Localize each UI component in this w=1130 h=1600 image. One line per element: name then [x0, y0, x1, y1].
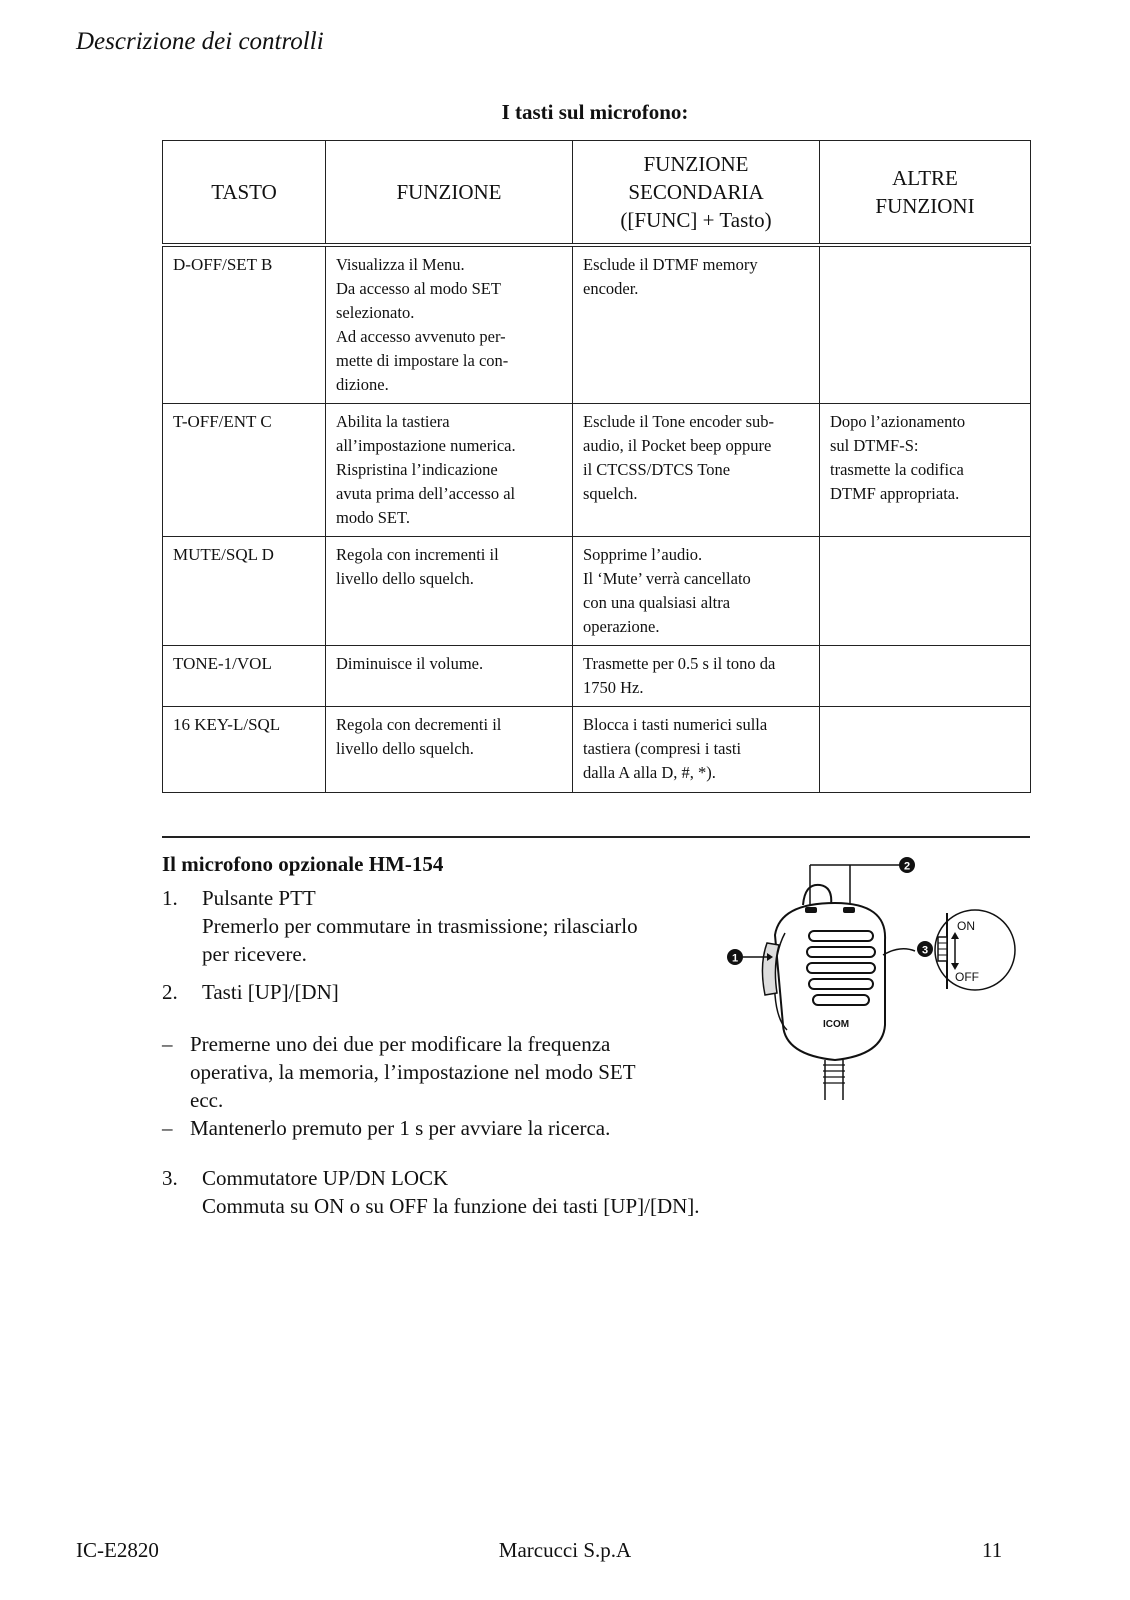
header-line: FUNZIONE: [643, 152, 749, 176]
mic-body: [775, 903, 885, 1060]
up-button-icon: [805, 907, 817, 913]
cell-line: trasmette la codifica: [830, 460, 964, 479]
cell-line: mette di impostare la con-: [336, 351, 509, 370]
cell-line: Blocca i tasti numerici sulla: [583, 715, 768, 734]
bullet-dash: –: [162, 1116, 173, 1140]
cell-line: Abilita la tastiera: [336, 412, 450, 431]
altre-cell: [820, 646, 1031, 707]
item-desc: per ricevere.: [202, 942, 307, 966]
funzione-cell: [326, 404, 573, 537]
header-line: FUNZIONI: [875, 194, 975, 218]
cell-line: dalla A alla D, #, *).: [583, 763, 716, 782]
cell-line: tastiera (compresi i tasti: [583, 739, 742, 758]
footer-model: IC-E2820: [76, 1538, 159, 1562]
ptt-button-icon: [762, 943, 779, 995]
cell-line: MUTE/SQL D: [173, 545, 274, 564]
mic-section-title: Il microfono opzionale HM-154: [162, 852, 444, 876]
cell-line: 1750 Hz.: [583, 678, 644, 697]
table-row: [163, 245, 1031, 404]
altre-cell: [820, 404, 1031, 537]
altre-cell: [820, 707, 1031, 793]
cell-line: Sopprime l’audio.: [583, 545, 703, 564]
cell-line: Esclude il DTMF memory: [583, 255, 758, 274]
item-desc: Commuta su ON o su OFF la funzione dei tasti [UP]/[DN].: [202, 1194, 700, 1218]
table-row: [163, 707, 1031, 793]
altre-cell: [820, 537, 1031, 646]
cell-line: Trasmette per 0.5 s il tono da: [583, 654, 776, 673]
bullet-text: ecc.: [190, 1088, 224, 1112]
item-title: Pulsante PTT: [202, 886, 316, 910]
key-cell: [163, 404, 326, 537]
cell-line: Rispristina l’indicazione: [336, 460, 498, 479]
switch-on-label: ON: [957, 919, 975, 933]
table-caption: I tasti sul microfono:: [501, 100, 689, 124]
secondaria-cell: [573, 245, 820, 404]
secondaria-cell: [573, 646, 820, 707]
header-line: ([FUNC] + Tasto): [620, 208, 772, 232]
cell-line: modo SET.: [336, 508, 410, 527]
funzione-cell: [326, 707, 573, 793]
item-number: 3.: [162, 1166, 178, 1190]
cell-line: operazione.: [583, 617, 660, 636]
funzione-cell: [326, 646, 573, 707]
cell-line: Regola con decrementi il: [336, 715, 502, 734]
key-cell: [163, 707, 326, 793]
switch-off-label: OFF: [955, 970, 979, 984]
secondaria-cell: [573, 537, 820, 646]
funzione-cell: [326, 537, 573, 646]
key-cell: [163, 646, 326, 707]
cell-line: Esclude il Tone encoder sub-: [583, 412, 774, 431]
secondaria-cell: [573, 404, 820, 537]
cell-line: D-OFF/SET B: [173, 255, 273, 274]
cell-line: Regola con incrementi il: [336, 545, 499, 564]
cell-line: selezionato.: [336, 303, 415, 322]
bullet-text: Mantenerlo premuto per 1 s per avviare la ricerca.: [190, 1116, 611, 1140]
funzione-cell: [326, 245, 573, 404]
section-divider: [162, 836, 1030, 838]
cell-line: avuta prima dell’accesso al: [336, 484, 516, 503]
item-title: Commutatore UP/DN LOCK: [202, 1166, 449, 1190]
footer-page-number: 11: [982, 1538, 1003, 1562]
table-body: [163, 245, 1031, 793]
cell-line: Ad accesso avvenuto per-: [336, 327, 506, 346]
cell-line: dizione.: [336, 375, 389, 394]
footer-company: Marcucci S.p.A: [498, 1538, 632, 1562]
cell-line: DTMF appropriata.: [830, 484, 960, 503]
microphone-illustration: [725, 855, 1045, 1135]
table-row: [163, 646, 1031, 707]
cell-line: encoder.: [583, 279, 639, 298]
cell-line: TONE-1/VOL: [173, 654, 272, 673]
callout-3-number: 3: [921, 944, 929, 957]
table-header-row: [163, 141, 1031, 246]
item-title: Tasti [UP]/[DN]: [202, 980, 339, 1004]
cell-line: Da accesso al modo SET: [336, 279, 501, 298]
item-number: 2.: [162, 980, 178, 1004]
key-cell: [163, 537, 326, 646]
header-tasto: TASTO: [163, 141, 326, 246]
callout-2-number: 2: [903, 860, 911, 873]
cell-line: Diminuisce il volume.: [336, 654, 484, 673]
cell-line: 16 KEY-L/SQL: [173, 715, 281, 734]
cell-line: il CTCSS/DTCS Tone: [583, 460, 731, 479]
item-number: 1.: [162, 886, 178, 910]
header-line: ALTRE: [892, 166, 958, 190]
key-cell: [163, 245, 326, 404]
brand-logo: ICOM: [823, 1019, 850, 1030]
bullet-dash: –: [162, 1032, 173, 1056]
header-funzione-secondaria: [573, 141, 820, 246]
cell-line: Visualizza il Menu.: [336, 255, 465, 274]
cell-line: squelch.: [583, 484, 638, 503]
bullet-text: Premerne uno dei due per modificare la frequenza: [190, 1032, 611, 1056]
cord-strain-relief: [823, 1065, 845, 1083]
cell-line: T-OFF/ENT C: [173, 412, 272, 431]
header-altre-funzioni: [820, 141, 1031, 246]
cell-line: Dopo l’azionamento: [830, 412, 966, 431]
cell-line: livello dello squelch.: [336, 569, 474, 588]
table-row: [163, 404, 1031, 537]
item-desc: Premerlo per commutare in trasmissione; rilasciarlo: [202, 914, 638, 938]
cell-line: audio, il Pocket beep oppure: [583, 436, 772, 455]
cell-line: con una qualsiasi altra: [583, 593, 731, 612]
callout-1-number: 1: [731, 952, 739, 965]
cell-line: all’impostazione numerica.: [336, 436, 516, 455]
table-row: [163, 537, 1031, 646]
header-line: SECONDARIA: [628, 180, 764, 204]
cell-line: livello dello squelch.: [336, 739, 474, 758]
bullet-text: operativa, la memoria, l’impostazione nel modo SET: [190, 1060, 636, 1084]
header-funzione: FUNZIONE: [326, 141, 573, 246]
keys-table: [162, 140, 1031, 793]
cell-line: sul DTMF-S:: [830, 436, 919, 455]
belt-clip-icon: [803, 885, 831, 905]
altre-cell: [820, 245, 1031, 404]
page-header-title: Descrizione dei controlli: [76, 28, 324, 55]
secondaria-cell: [573, 707, 820, 793]
cell-line: Il ‘Mute’ verrà cancellato: [583, 569, 751, 588]
dn-button-icon: [843, 907, 855, 913]
